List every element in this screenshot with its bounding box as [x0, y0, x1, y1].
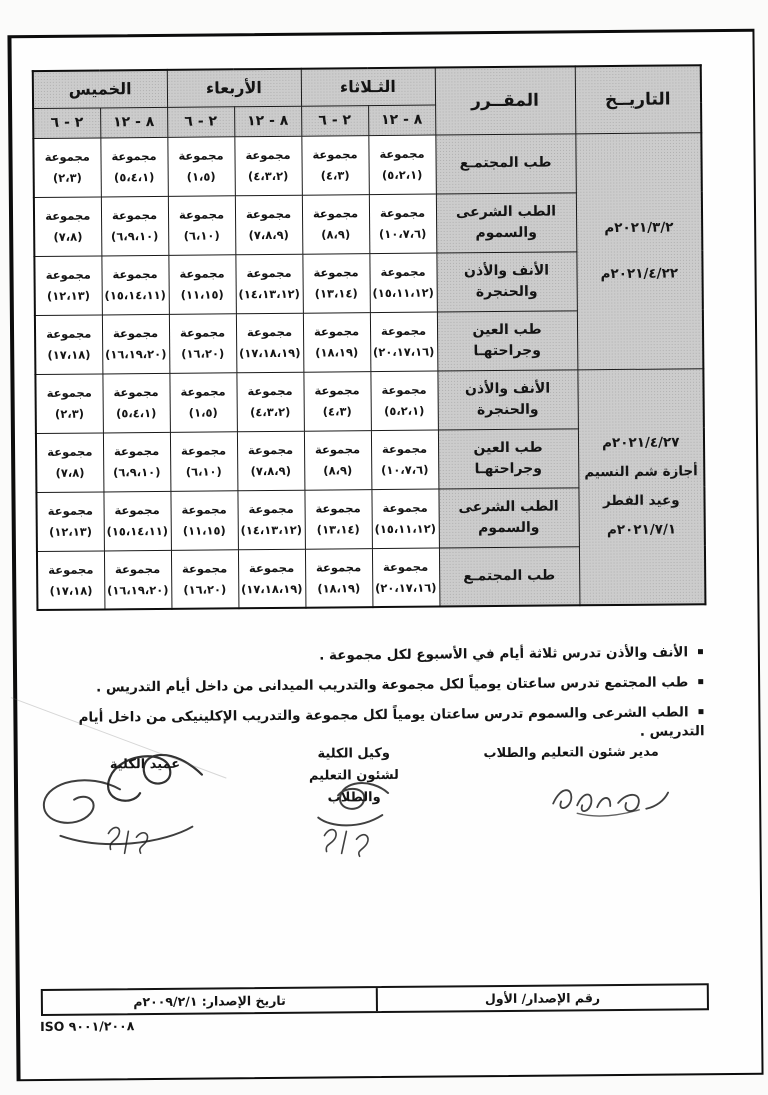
date-range-cell	[577, 368, 705, 605]
note-item	[41, 642, 704, 668]
group-label: مجموعة	[381, 382, 427, 398]
group-label: مجموعة	[248, 560, 295, 575]
group-numbers: (٤،٣،٢)	[247, 168, 289, 184]
group-label: مجموعة	[313, 324, 360, 339]
schedule-cell	[168, 254, 236, 314]
group-label: مجموعة	[181, 502, 227, 517]
group-numbers: (١٥،١١،١٢)	[372, 285, 434, 301]
schedule-cell	[235, 254, 303, 314]
group-label: مجموعة	[46, 326, 92, 341]
group-label: مجموعة	[380, 323, 427, 339]
group-numbers: (٧،٨،٩)	[248, 227, 289, 243]
schedule-cell	[103, 491, 171, 551]
group-numbers: (١٧،١٨،١٩)	[241, 581, 303, 597]
group-label: مجموعة	[380, 264, 426, 280]
note-text: الأنف والأذن تدرس ثلاثة أيام في الأسبوع لكل مجموعة .	[319, 644, 689, 664]
group-numbers: (٢،٣)	[54, 406, 85, 421]
dean-signature-scribble	[24, 736, 225, 868]
group-label: مجموعة	[44, 149, 90, 164]
schedule-cell	[370, 312, 438, 372]
slot-header-wed-morning: ٨ - ١٢	[234, 106, 301, 137]
table-row	[35, 368, 703, 433]
group-label: مجموعة	[312, 206, 359, 221]
group-label: مجموعة	[47, 444, 93, 459]
slot-header-thu-morning: ٨ - ١٢	[100, 107, 167, 138]
group-numbers: (٧،٨)	[55, 465, 85, 480]
schedule-cell	[371, 489, 439, 549]
group-label: مجموعة	[180, 384, 226, 399]
schedule-cell	[170, 490, 238, 550]
group-numbers: (١٥،١٤،١١)	[104, 287, 166, 303]
group-label: مجموعة	[247, 383, 293, 399]
group-numbers: (٧،٨)	[53, 229, 83, 244]
schedule-cell	[303, 371, 371, 431]
course-cell: طب العين وجراحتهـا	[437, 310, 578, 370]
group-numbers: (١٢،١٣)	[46, 288, 91, 303]
group-numbers: (٥،٢،١)	[384, 403, 425, 419]
schedule-cell	[303, 312, 371, 372]
date-column-header: التاريــخ	[575, 65, 702, 133]
schedule-cell	[102, 373, 170, 433]
slot-header-wed-evening: ٢ - ٦	[167, 106, 234, 137]
group-label: مجموعة	[315, 559, 362, 575]
director-signature-scribble	[543, 767, 673, 823]
schedule-cell	[37, 550, 105, 610]
schedule-table	[32, 64, 707, 611]
group-label: مجموعة	[181, 561, 228, 576]
group-numbers: (١٦،٢٠)	[183, 582, 227, 597]
schedule-cell	[370, 371, 438, 431]
group-label: مجموعة	[112, 325, 159, 341]
group-numbers: (٤،٣)	[322, 404, 352, 419]
vice-dean-title-line2: لشئون التعليم والطلاب	[308, 767, 399, 806]
schedule-cell	[302, 194, 370, 254]
schedule-cell	[167, 136, 235, 196]
group-label: مجموعة	[114, 561, 161, 577]
schedule-cell	[170, 431, 238, 491]
schedule-cell	[34, 255, 102, 315]
date-end: ٢٠٢١/٤/٢٢م	[600, 265, 679, 283]
group-numbers: (١٥،١١،١٢)	[374, 521, 437, 537]
schedule-cell	[168, 195, 236, 255]
group-numbers: (٦،١٠)	[183, 228, 220, 243]
square-bullet-icon: ▪	[697, 706, 705, 718]
group-numbers: (٢،٣)	[52, 170, 82, 185]
group-numbers: (١٤،١٣،١٢)	[240, 522, 303, 538]
date-start: ٢٠٢١/٤/٢٧م	[601, 434, 680, 452]
group-numbers: (٢٠،١٧،١٦)	[375, 580, 437, 595]
schedule-cell	[103, 432, 171, 492]
schedule-cell	[301, 135, 369, 195]
director-title: مدير شئون التعليم والطلاب	[483, 744, 659, 762]
group-numbers: (١٧،١٨)	[47, 347, 91, 362]
group-numbers: (١٧،١٨،١٩)	[238, 345, 301, 361]
schedule-cell	[169, 372, 237, 432]
date-range	[578, 434, 703, 538]
schedule-cell	[234, 136, 302, 196]
group-label: مجموعة	[113, 443, 160, 459]
group-label: مجموعة	[178, 148, 224, 163]
group-label: مجموعة	[382, 500, 428, 516]
note-item	[41, 672, 704, 698]
vice-dean-signature-scribble	[294, 771, 410, 867]
schedule-cell	[104, 550, 172, 610]
iso-label: ISO ٩٠٠١/٢٠٠٨	[40, 1018, 135, 1035]
group-numbers: (١١،١٥)	[180, 287, 224, 302]
schedule-cell	[35, 373, 103, 433]
group-label: مجموعة	[111, 207, 158, 223]
group-numbers: (١،٥)	[188, 405, 218, 420]
group-numbers: (١٠،٧،٦)	[381, 462, 429, 478]
date-start: ٢٠٢١/٣/٢م	[604, 219, 674, 237]
group-label: مجموعة	[247, 442, 294, 458]
course-cell: طب المجتمـع	[435, 133, 576, 193]
schedule-cell	[171, 549, 239, 609]
group-numbers: (١٣،١٤)	[316, 522, 360, 537]
schedule-cell	[371, 430, 439, 490]
group-label: مجموعة	[112, 266, 158, 282]
schedule-cell	[34, 196, 102, 256]
group-numbers: (١،٥)	[186, 169, 216, 184]
schedule-cell	[33, 137, 101, 197]
schedule-cell	[368, 135, 436, 195]
group-numbers: (١٤،١٣،١٢)	[238, 286, 300, 302]
schedule-cell	[369, 253, 437, 313]
group-numbers: (١٦،١٩،٢٠)	[104, 346, 167, 362]
schedule-cell	[238, 549, 306, 609]
group-numbers: (١٣،١٤)	[314, 286, 358, 301]
slot-header-tue-evening: ٢ - ٦	[301, 105, 368, 136]
group-numbers: (١٨،١٩)	[315, 345, 359, 360]
group-label: مجموعة	[114, 502, 160, 518]
schedule-cell	[236, 313, 304, 373]
group-label: مجموعة	[312, 147, 358, 162]
schedule-cell	[305, 548, 373, 608]
schedule-cell	[36, 491, 104, 551]
group-label: مجموعة	[178, 207, 225, 222]
group-label: مجموعة	[379, 205, 426, 221]
scanned-page	[7, 29, 763, 1081]
course-column-header: المقــرر	[435, 66, 576, 134]
group-label: مجموعة	[245, 147, 291, 163]
group-label: مجموعة	[314, 383, 360, 398]
schedule-cell	[304, 489, 372, 549]
group-numbers: (٤،٣)	[320, 168, 350, 183]
schedule-cell	[235, 195, 303, 255]
group-label: مجموعة	[179, 325, 226, 340]
group-label: مجموعة	[379, 146, 425, 162]
group-numbers: (١٢،١٣)	[48, 524, 93, 539]
table-row	[33, 132, 701, 197]
course-cell: الأنف والأذن والحنجرة	[436, 251, 577, 311]
group-numbers: (٦،٩،١٠)	[110, 228, 159, 244]
group-numbers: (١٥،١٤،١١)	[106, 523, 169, 539]
group-label: مجموعة	[47, 503, 93, 518]
course-cell: الطب الشرعى والسموم	[438, 487, 579, 547]
group-numbers: (١٨،١٩)	[317, 580, 361, 596]
schedule-cell	[35, 314, 103, 374]
group-label: مجموعة	[313, 265, 359, 280]
schedule-cell	[101, 255, 169, 315]
slot-header-tue-morning: ٨ - ١٢	[368, 105, 435, 136]
group-numbers: (٧،٨،٩)	[250, 463, 291, 479]
group-numbers: (٨،٩)	[323, 463, 353, 478]
group-label: مجموعة	[45, 267, 91, 282]
schedule-cell	[36, 432, 104, 492]
issue-date: تاريخ الإصدار: ٢٠٠٩/٢/١م	[133, 992, 286, 1010]
note-text: الطب الشرعى والسموم تدرس ساعتان يومياً لكل مجموعة والتدريب الإكلينيكى من داخل أيام التدريس .	[78, 704, 705, 740]
course-cell: طب العين وجراحتهـا	[438, 428, 579, 488]
schedule-cell	[102, 314, 170, 374]
course-cell: الأنف والأذن والحنجرة	[437, 369, 578, 429]
group-label: مجموعة	[179, 266, 225, 281]
group-numbers: (٢٠،١٧،١٦)	[372, 344, 435, 360]
schedule-cell	[100, 137, 168, 197]
square-bullet-icon: ▪	[697, 676, 705, 688]
day-header-wednesday: الأربعاء	[167, 69, 301, 107]
day-header-row	[33, 65, 701, 108]
schedule-cell	[302, 253, 370, 313]
course-cell: الطب الشرعى والسموم	[436, 192, 577, 252]
group-label: مجموعة	[248, 501, 294, 517]
group-label: مجموعة	[381, 441, 428, 457]
date-range-cell	[575, 132, 703, 369]
dean-title: عميد الكلية	[109, 756, 181, 773]
schedule-cell	[237, 490, 305, 550]
group-label: مجموعة	[314, 442, 361, 457]
schedule-cell	[372, 548, 440, 608]
group-numbers: (٤،٣،٢)	[250, 404, 291, 420]
group-label: مجموعة	[246, 324, 293, 340]
group-label: مجموعة	[46, 385, 92, 400]
footer-bar	[41, 983, 709, 1016]
holiday-line-2: وعيد الفطر	[602, 492, 680, 510]
group-label: مجموعة	[315, 501, 361, 516]
group-numbers: (١٧،١٨)	[49, 583, 93, 598]
square-bullet-icon: ▪	[697, 646, 704, 658]
vice-dean-title-line1: وكيل الكلية	[317, 745, 391, 762]
group-label: مجموعة	[113, 384, 159, 400]
group-numbers: (١١،١٥)	[182, 523, 226, 538]
group-numbers: (٥،٤،١)	[116, 405, 157, 421]
group-label: مجموعة	[382, 559, 429, 574]
holiday-line-1: أجازة شم النسيم	[584, 463, 698, 481]
group-label: مجموعة	[246, 265, 292, 281]
group-numbers: (٥،٤،١)	[113, 170, 155, 185]
group-numbers: (٦،٩،١٠)	[113, 464, 161, 480]
group-numbers: (١٦،٢٠)	[181, 346, 225, 361]
group-label: مجموعة	[45, 208, 91, 223]
course-cell: طب المجتمـع	[439, 546, 580, 606]
slot-header-thu-evening: ٢ - ٦	[33, 107, 100, 138]
group-numbers: (٥،٢،١)	[381, 167, 423, 183]
schedule-cell	[304, 430, 372, 490]
schedule-cell	[169, 313, 237, 373]
group-label: مجموعة	[245, 206, 292, 222]
issue-number: رقم الإصدار/ الأول	[376, 985, 707, 1011]
group-label: مجموعة	[48, 562, 94, 577]
schedule-cell	[369, 194, 437, 254]
schedule-cell	[237, 431, 305, 491]
date-range	[577, 219, 702, 282]
schedule-cell	[236, 372, 304, 432]
group-numbers: (١٠،٧،٦)	[378, 226, 427, 242]
group-numbers: (١٦،١٩،٢٠)	[107, 582, 169, 598]
day-header-thursday: الخميس	[33, 70, 167, 108]
group-label: مجموعة	[111, 148, 157, 164]
group-numbers: (٦،١٠)	[185, 464, 222, 479]
day-header-tuesday: الثـلاثاء	[301, 68, 435, 106]
group-numbers: (٨،٩)	[321, 227, 351, 242]
group-label: مجموعة	[180, 443, 227, 458]
note-text: طب المجتمع تدرس ساعتان يومياً لكل مجموعة والتدريب الميدانى من داخل أيام التدريس .	[96, 674, 689, 696]
schedule-cell	[101, 196, 169, 256]
date-end: ٢٠٢١/٧/١م	[606, 521, 677, 539]
